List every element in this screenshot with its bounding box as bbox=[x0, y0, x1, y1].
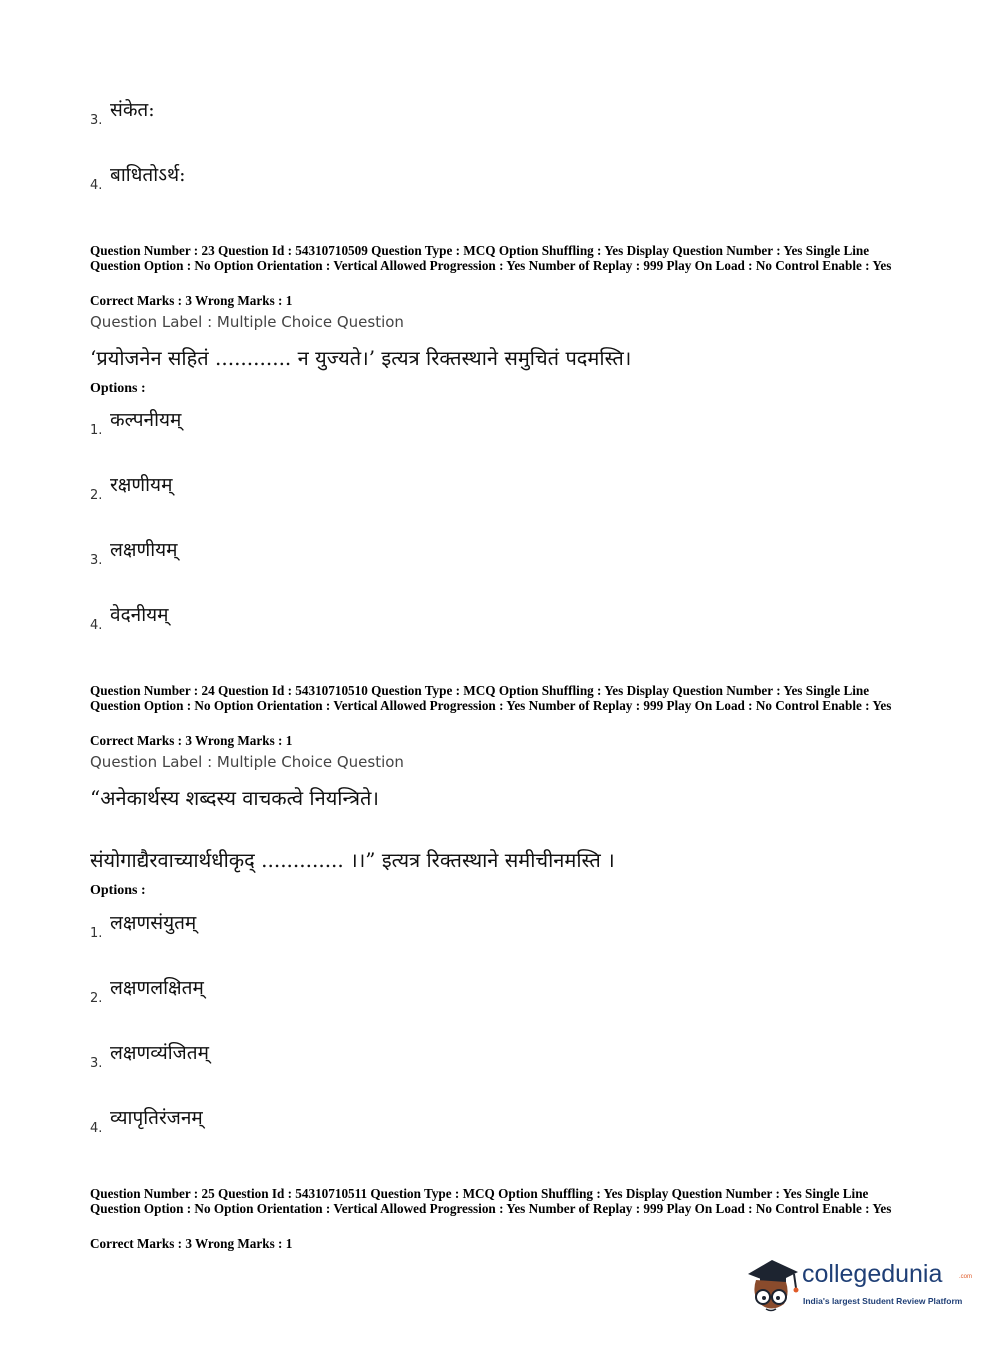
option-text: लक्षणसंयुतम् bbox=[110, 912, 197, 934]
option-number: 3. bbox=[90, 553, 103, 568]
brand-name: collegedunia bbox=[802, 1260, 943, 1288]
option-text: कल्पनीयम् bbox=[110, 409, 182, 431]
option-number: 2. bbox=[90, 991, 103, 1006]
q23-options-heading: Options : bbox=[90, 381, 146, 396]
q24-metadata: Question Number : 24 Question Id : 54310710510 Question Type : MCQ Option Shuffling : Yes Display Question Number : Yes Single Line Question Option : No Option Orientation : Vertical Allowed Progression : Yes Number of Replay : 999 Play On Load : No Control Enable : Yes bbox=[90, 683, 892, 713]
q24-question-line-2: संयोगाद्यैरवाच्यार्थधीकृद् ............. ।।” इत्यत्र रिक्तस्थाने समीचीनमस्ति । bbox=[90, 848, 615, 872]
q23-question-text: ‘प्रयोजनेन सहितं ............ न युज्यते।’ इत्यत्र रिक्तस्थाने समुचितं पदमस्ति। bbox=[90, 346, 632, 370]
option-text: लक्षणलक्षितम् bbox=[110, 977, 204, 999]
option-text: संकेत: bbox=[110, 99, 155, 121]
q24-options-heading: Options : bbox=[90, 883, 146, 898]
q24-marks: Correct Marks : 3 Wrong Marks : 1 bbox=[90, 733, 293, 748]
option-number: 1. bbox=[90, 926, 103, 941]
q24-label: Question Label : Multiple Choice Question bbox=[90, 753, 404, 771]
q24-question-line-1: “अनेकार्थस्य शब्दस्य वाचकत्वे नियन्त्रिते। bbox=[90, 786, 379, 810]
option-number: 3. bbox=[90, 1056, 103, 1071]
q25-metadata: Question Number : 25 Question Id : 54310710511 Question Type : MCQ Option Shuffling : Yes Display Question Number : Yes Single Line Question Option : No Option Orientation : Vertical Allowed Progression : Yes Number of Replay : 999 Play On Load : No Control Enable : Yes bbox=[90, 1186, 892, 1216]
option-number: 4. bbox=[90, 1121, 103, 1136]
option-text: बाधितोऽर्थ: bbox=[110, 164, 186, 186]
brand-suffix: .com bbox=[959, 1274, 973, 1280]
option-text: रक्षणीयम् bbox=[110, 474, 173, 496]
option-number: 1. bbox=[90, 423, 103, 438]
q23-marks: Correct Marks : 3 Wrong Marks : 1 bbox=[90, 293, 293, 308]
option-number: 3. bbox=[90, 113, 103, 128]
option-text: व्यापृतिरंजनम् bbox=[110, 1107, 203, 1129]
q23-label: Question Label : Multiple Choice Question bbox=[90, 313, 404, 331]
q23-metadata: Question Number : 23 Question Id : 54310710509 Question Type : MCQ Option Shuffling : Yes Display Question Number : Yes Single Line Question Option : No Option Orientation : Vertical Allowed Progression : Yes Number of Replay : 999 Play On Load : No Control Enable : Yes bbox=[90, 243, 892, 273]
q25-marks: Correct Marks : 3 Wrong Marks : 1 bbox=[90, 1236, 293, 1251]
option-number: 4. bbox=[90, 178, 103, 193]
option-text: लक्षणव्यंजितम् bbox=[110, 1042, 209, 1064]
option-text: लक्षणीयम् bbox=[110, 539, 178, 561]
option-text: वेदनीयम् bbox=[110, 604, 169, 626]
brand-tagline: India's largest Student Review Platform bbox=[803, 1296, 963, 1306]
option-number: 2. bbox=[90, 488, 103, 503]
mascot-graduate-icon bbox=[742, 1252, 800, 1318]
option-number: 4. bbox=[90, 618, 103, 633]
collegedunia-logo bbox=[742, 1252, 973, 1318]
